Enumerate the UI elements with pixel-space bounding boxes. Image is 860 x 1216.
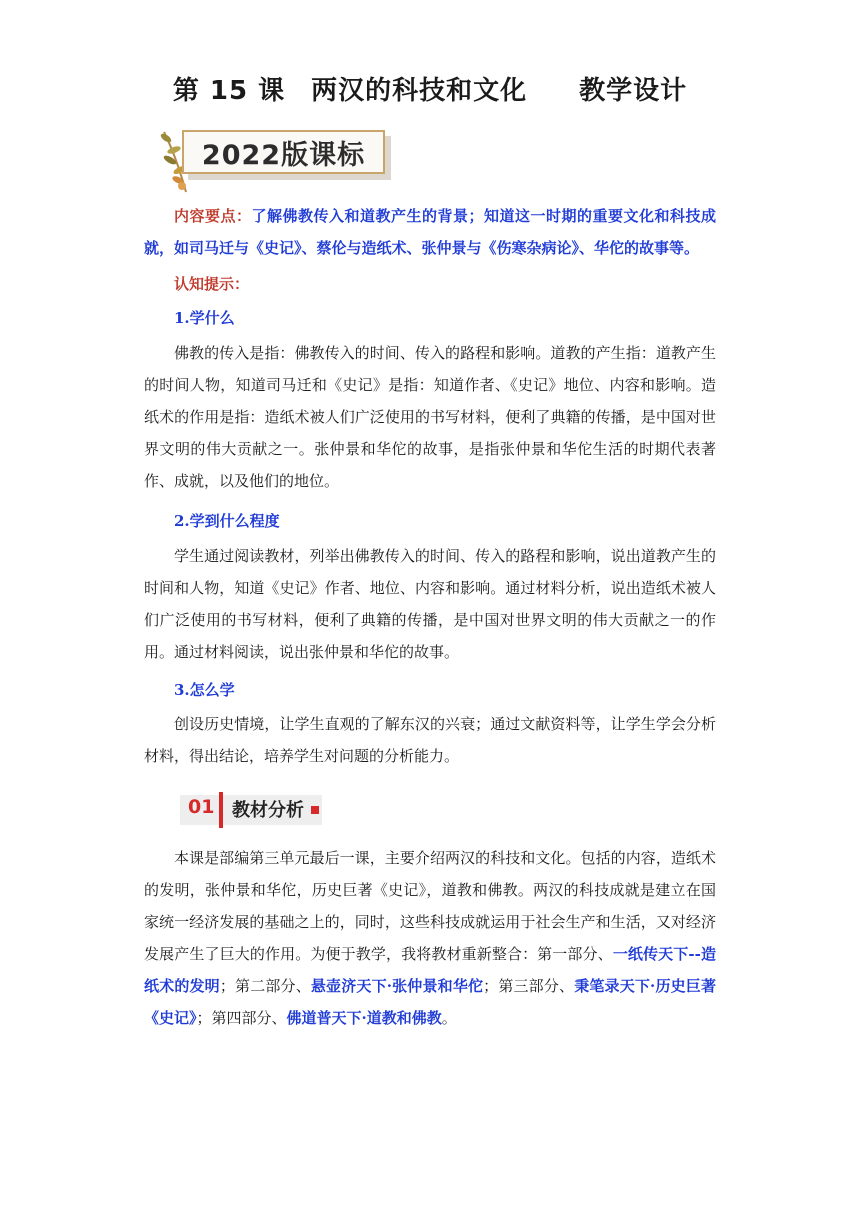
section-body-3: 创设历史情境，让学生直观的了解东汉的兴衰；通过文献资料等，让学生学会分析材料，得出结论，培养学生对问题的分析能力。 xyxy=(144,715,716,765)
cognition-hint-label: 认知提示： xyxy=(174,275,250,293)
analysis-section-title: 教材分析 xyxy=(232,800,304,821)
analysis-section-header xyxy=(180,792,330,826)
curriculum-badge xyxy=(152,126,397,198)
section-heading-1: 1.学什么 xyxy=(174,309,235,327)
content-points-text: 了解佛教传入和道教产生的背景；知道这一时期的重要文化和科技成就，如司马迁与《史记》、蔡伦与造纸术、张仲景与《伤寒杂病论》、华佗的故事等。 xyxy=(144,207,716,257)
analysis-body: 本课是部编第三单元最后一课，主要介绍两汉的科技和文化。包括的内容，造纸术的发明，张仲景和华佗，历史巨著《史记》，道教和佛教。两汉的科技成就是建立在国家统一经济发展的基础之上的，同时，这些科技成就运用于社会生产和生活，又对经济发展产生了巨大的作用。为便于教学，我将教材重新整合：第一部分、一纸传天下--造纸术的发明；第二部分、悬壶济天下·张仲景和华佗；第三部分、秉笔录天下·历史巨著《史记》；第四部分、佛道普天下·道教和佛教。 xyxy=(144,849,716,1027)
analysis-part-4: 佛道普天下·道教和佛教 xyxy=(286,1009,442,1027)
section-heading-3: 3.怎么学 xyxy=(174,681,235,699)
title-lesson-number: 第 15 课 xyxy=(172,76,286,106)
section-body-2: 学生通过阅读教材，列举出佛教传入的时间、传入的路程和影响，说出道教产生的时间和人物，知道《史记》作者、地位、内容和影响。通过材料分析，说出造纸术被人们广泛使用的书写材料，便利了典籍的传播，是中国对世界文明的伟大贡献之一的作用。通过材料阅读，说出张仲景和华佗的故事。 xyxy=(144,547,716,661)
badge-label: 2022版课标 xyxy=(182,130,385,174)
title-design: 教学设计 xyxy=(579,76,688,106)
analysis-section-number: 01 xyxy=(188,796,215,818)
content-points xyxy=(144,200,716,264)
section-heading-2: 2.学到什么程度 xyxy=(174,512,280,530)
analysis-intro: 本课是部编第三单元最后一课，主要介绍两汉的科技和文化。包括的内容，造纸术的发明，张仲景和华佗，历史巨著《史记》，道教和佛教。两汉的科技成就是建立在国家统一经济发展的基础之上的，同时，这些科技成就运用于社会生产和生活，又对经济发展产生了巨大的作用。为便于教学，我将教材重新整合：第一部分、 xyxy=(144,849,716,963)
title-lesson-name: 两汉的科技和文化 xyxy=(311,76,528,106)
analysis-part-2: 悬壶济天下·张仲景和华佗 xyxy=(310,977,484,995)
red-square-icon xyxy=(311,806,319,814)
cognition-hint xyxy=(144,268,716,300)
content-points-label: 内容要点： xyxy=(174,207,252,225)
analysis-part-3: 秉笔录天下·历史巨著《史记》 xyxy=(144,977,716,1027)
analysis-part-1: 一纸传天下--造纸术的发明 xyxy=(144,945,716,995)
page-title xyxy=(0,70,860,107)
section-body-1: 佛教的传入是指：佛教传入的时间、传入的路程和影响。道教的产生指：道教产生的时间人物，知道司马迁和《史记》是指：知道作者、《史记》地位、内容和影响。造纸术的作用是指：造纸术被人们广泛使用的书写材料，便利了典籍的传播，是中国对世界文明的伟大贡献之一。张仲景和华佗的故事，是指张仲景和华佗生活的时期代表著作、成就，以及他们的地位。 xyxy=(144,344,716,490)
